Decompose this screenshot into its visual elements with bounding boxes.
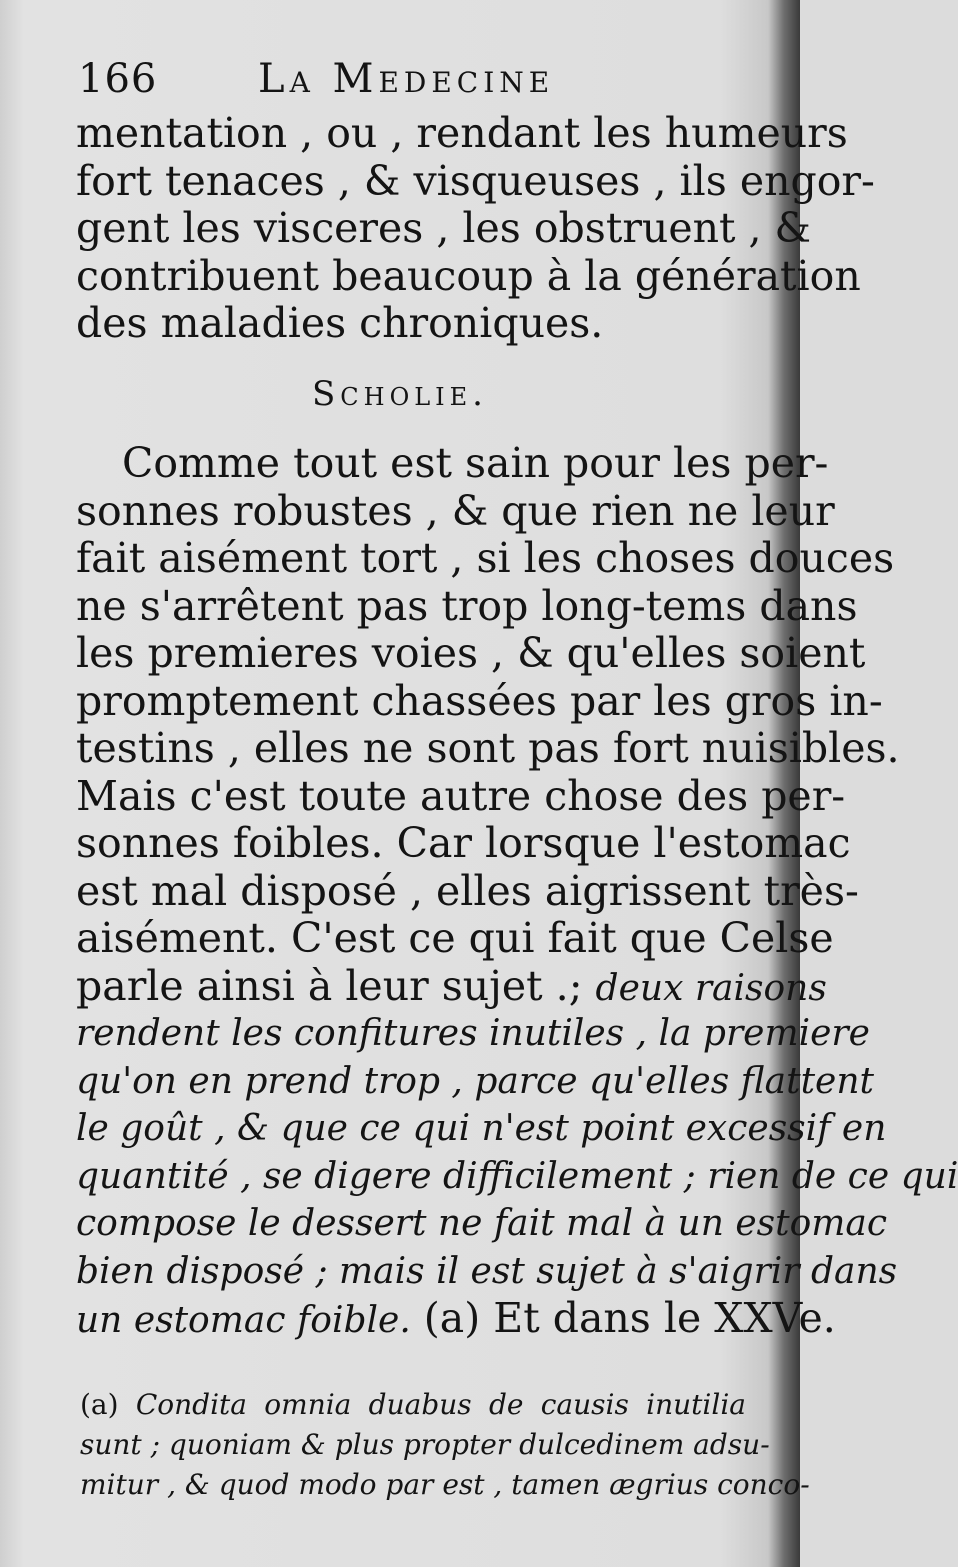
italic-quote-line: qu'on en prend trop , parce qu'elles flattent <box>76 1060 874 1102</box>
footnote-line: sunt ; quoniam & plus propter dulcedinem adsu- <box>80 1428 770 1461</box>
text-line: sonnes foibles. Car lorsque l'estomac <box>76 819 851 867</box>
section-heading: Scholie. <box>311 374 488 414</box>
running-head: La Medecine <box>258 56 555 102</box>
text-line: promptement chassées par les gros in- <box>76 676 883 725</box>
text-line: gent les visceres , les obstruent , & <box>76 204 812 252</box>
italic-quote-line: compose le dessert ne fait mal à un estomac <box>76 1203 888 1244</box>
text-line: Mais c'est toute autre chose des per- <box>76 771 846 820</box>
text-line: sonnes robustes , & que rien ne leur <box>76 486 835 535</box>
roman-text: (a) Et dans le XXVe. <box>410 1294 836 1342</box>
italic-quote-text: un estomac foible. <box>76 1300 411 1341</box>
text-line: Comme tout est sain pour les per- <box>122 439 829 487</box>
italic-quote-line: bien disposé ; mais il est sujet à s'aigrir dans <box>76 1250 898 1292</box>
footnote-line <box>80 1385 746 1425</box>
text-line-mixed <box>76 1294 836 1343</box>
text-line: fait aisément tort , si les choses douces <box>76 534 895 582</box>
italic-quote-line: rendent les confitures inutiles , la premiere <box>76 1013 870 1054</box>
text-line: aisément. C'est ce qui fait que Celse <box>76 914 834 962</box>
italic-quote-line: quantité , se digere difficilement ; rien de ce qui <box>76 1155 958 1197</box>
scholie-paragraph <box>76 439 958 1343</box>
roman-text: parle ainsi à leur sujet .; <box>76 961 596 1010</box>
page-number: 166 <box>78 56 158 102</box>
footnote-text: Condita omnia duabus de causis inutilia <box>135 1388 746 1421</box>
paragraph-continued <box>76 109 875 348</box>
text-line: mentation , ou , rendant les humeurs <box>76 109 848 157</box>
italic-quote-text: deux raisons <box>595 967 827 1009</box>
text-line: ne s'arrêtent pas trop long-tems dans <box>76 581 858 630</box>
footnote <box>80 1385 810 1505</box>
text-line: fort tenaces , & visqueuses , ils engor- <box>76 156 875 205</box>
text-line: les premieres voies , & qu'elles soient <box>76 629 866 677</box>
page-header <box>78 50 738 110</box>
italic-quote-line: le goût , & que ce qui n'est point excessif en <box>76 1108 887 1149</box>
text-line: testins , elles ne sont pas fort nuisibles. <box>76 724 900 772</box>
text-line: contribuent beaucoup à la génération <box>76 251 861 300</box>
text-line: est mal disposé , elles aigrissent très- <box>76 866 859 915</box>
text-line-mixed <box>76 961 827 1011</box>
footnote-line: mitur , & quod modo par est , tamen ægrius conco- <box>80 1468 810 1501</box>
footnote-marker: (a) <box>80 1388 136 1421</box>
text-line: des maladies chroniques. <box>76 299 604 347</box>
